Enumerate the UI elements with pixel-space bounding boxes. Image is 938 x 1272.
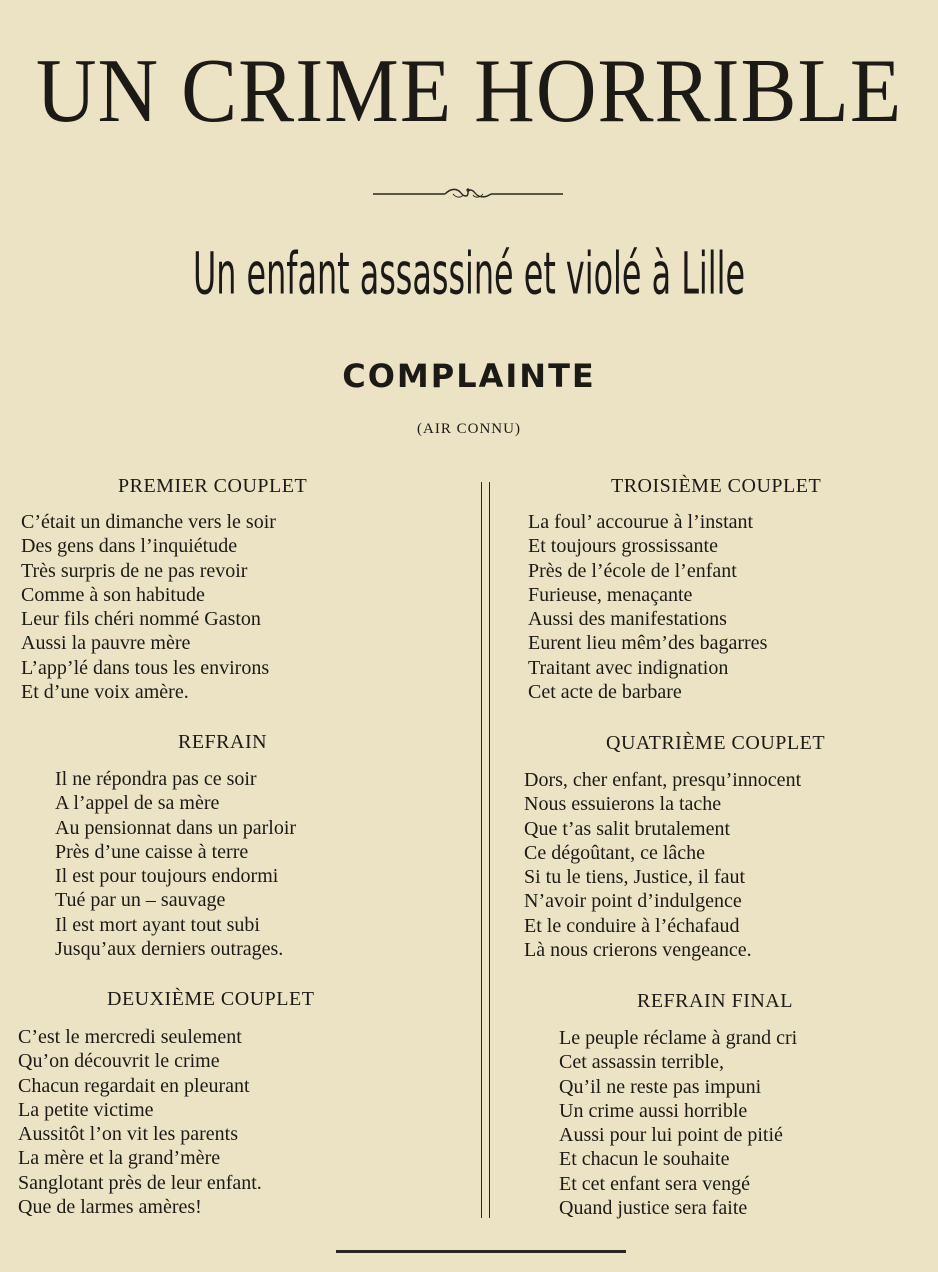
verse-line: Qu’on découvrit le crime: [18, 1050, 220, 1073]
verse-troisieme-couplet: [528, 510, 767, 704]
verse-line: Leur fils chéri nommé Gaston: [21, 608, 261, 631]
verse-line: Que t’as salit brutalement: [524, 817, 731, 840]
ornament-rule-icon: [373, 183, 563, 203]
heading-troisieme-couplet: TROISIÈME COUPLET: [611, 475, 822, 497]
verse-line: Il est pour toujours endormi: [55, 865, 279, 888]
verse-line: Là nous crierons vengeance.: [524, 939, 752, 962]
verse-line: Aussitôt l’on vit les parents: [18, 1123, 238, 1146]
heading-premier-couplet: PREMIER COUPLET: [118, 475, 308, 497]
verse-line: Aussi pour lui point de pitié: [559, 1124, 783, 1147]
verse-quatrieme-couplet: [524, 768, 801, 962]
verse-line: Des gens dans l’inquiétude: [21, 535, 238, 558]
bottom-rule: [336, 1250, 626, 1253]
verse-refrain: [55, 767, 296, 961]
verse-line: Si tu le tiens, Justice, il faut: [524, 866, 746, 889]
verse-line: Ce dégoûtant, ce lâche: [524, 841, 706, 864]
page-title: UN CRIME HORRIBLE: [35, 41, 903, 142]
verse-line: Très surpris de ne pas revoir: [21, 559, 248, 582]
subtitle: Un enfant assassiné et violé à Lille: [192, 240, 746, 309]
verse-line: Et le conduire à l’échafaud: [524, 914, 740, 937]
heading-quatrieme-couplet: QUATRIÈME COUPLET: [606, 732, 826, 754]
verse-line: Que de larmes amères!: [18, 1196, 202, 1219]
verse-line: Et d’une voix amère.: [21, 681, 189, 704]
heading-deuxieme-couplet: DEUXIÈME COUPLET: [107, 988, 315, 1010]
verse-line: La petite victime: [18, 1098, 154, 1121]
verse-line: Furieuse, menaçante: [528, 583, 693, 606]
verse-refrain-final: [559, 1026, 797, 1220]
verse-line: Sanglotant près de leur enfant.: [18, 1171, 262, 1194]
heading-refrain: REFRAIN: [178, 731, 268, 753]
verse-deuxieme-couplet: [18, 1025, 262, 1219]
verse-line: La mère et la grand’mère: [18, 1147, 221, 1170]
verse-line: Et chacun le souhaite: [559, 1148, 730, 1171]
verse-line: Quand justice sera faite: [559, 1197, 748, 1220]
verse-line: Qu’il ne reste pas impuni: [559, 1075, 762, 1098]
verse-line: Et toujours grossissante: [528, 535, 718, 558]
verse-line: L’app’lé dans tous les environs: [21, 656, 270, 679]
verse-line: Le peuple réclame à grand cri: [559, 1027, 798, 1049]
verse-line: Eurent lieu mêm’des bagarres: [528, 632, 768, 655]
verse-line: Jusqu’aux derniers outrages.: [55, 938, 284, 961]
verse-line: Il est mort ayant tout subi: [55, 913, 260, 936]
verse-line: Cet acte de barbare: [528, 681, 682, 704]
verse-line: Comme à son habitude: [21, 583, 205, 606]
verse-line: Et cet enfant sera vengé: [559, 1172, 751, 1195]
verse-line: Cet assassin terrible,: [559, 1051, 724, 1074]
verse-line: Chacun regardait en pleurant: [18, 1074, 250, 1097]
verse-line: Traitant avec indignation: [528, 656, 729, 679]
verse-line: N’avoir point d’indulgence: [524, 890, 742, 913]
verse-premier-couplet: [21, 510, 276, 704]
verse-line: C’était un dimanche vers le soir: [21, 511, 276, 533]
air-note: (AIR CONNU): [417, 421, 521, 437]
verse-line: C’est le mercredi seulement: [18, 1026, 242, 1048]
verse-line: Aussi des manifestations: [528, 608, 727, 631]
verse-line: Dors, cher enfant, presqu’innocent: [524, 769, 802, 791]
verse-line: Un crime aussi horrible: [559, 1099, 748, 1122]
verse-line: Aussi la pauvre mère: [21, 632, 191, 655]
verse-line: Il ne répondra pas ce soir: [55, 768, 257, 790]
verse-line: Tué par un – sauvage: [55, 889, 226, 912]
verse-line: Au pensionnat dans un parloir: [55, 816, 297, 839]
column-divider: [481, 482, 490, 1218]
genre-label: COMPLAINTE: [342, 357, 596, 395]
verse-line: La foul’ accourue à l’instant: [528, 511, 754, 533]
heading-refrain-final: REFRAIN FINAL: [637, 990, 793, 1012]
verse-line: Près d’une caisse à terre: [55, 840, 249, 863]
verse-line: A l’appel de sa mère: [55, 792, 220, 815]
verse-line: Près de l’école de l’enfant: [528, 559, 737, 582]
verse-line: Nous essuierons la tache: [524, 793, 722, 816]
